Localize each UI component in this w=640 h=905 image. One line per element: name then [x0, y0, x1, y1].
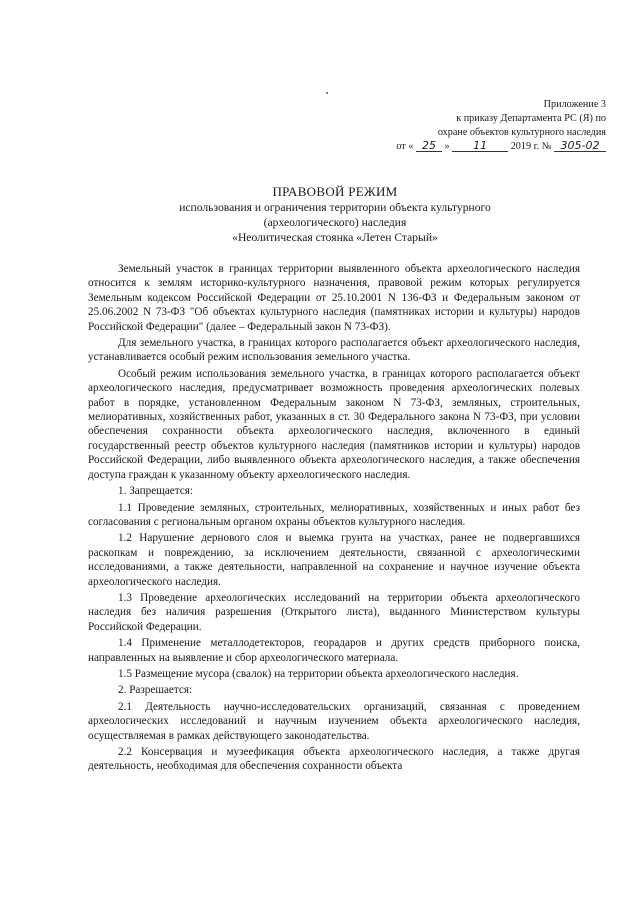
paragraph: Для земельного участка, в границах которого располагается объект археологического наследия, устанавливается особый режим использования земельного участка.	[88, 337, 580, 364]
date-prefix: от «	[396, 141, 414, 152]
department-name: охране объектов культурного наследия	[437, 127, 606, 138]
title-line-3: (археологического) наследия	[263, 216, 407, 229]
scan-speck	[326, 92, 328, 94]
list-item: 1.2 Нарушение дернового слоя и выемка грунта на участках, ранее не подвергавшихся раскопкам и повреждению, за исключением деятельности, связанной с археологическими исследованиями, а также деятельности, направленной на сохранение и научное изучение объекта археологического наследия.	[88, 532, 580, 588]
list-item: 2.1 Деятельность научно-исследовательских организаций, связанная с проведением археологических исследований и научным изучением объекта археологического наследия, осуществляемая в рамках действующего законодательства.	[88, 700, 580, 742]
date-year: 2019 г. №	[510, 141, 552, 152]
title-line-2: использования и ограничения территории объекта культурного	[179, 201, 491, 214]
handwritten-month: 11	[452, 140, 508, 152]
handwritten-day: 25	[416, 140, 442, 152]
document-title	[150, 184, 520, 245]
section-heading: 2. Разрешается:	[118, 684, 193, 697]
document-body	[88, 262, 580, 776]
list-item: 1.1 Проведение земляных, строительных, мелиоративных, хозяйственных и иных работ без согласования с региональным органом охраны объектов культурного наследия.	[88, 501, 580, 528]
appendix-header	[346, 98, 606, 154]
list-item: 2.2 Консервация и музеефикация объекта археологического наследия, а также другая деятельность, необходимая для обеспечения сохранности объекта	[88, 746, 580, 773]
list-item: 1.5 Размещение мусора (свалок) на территории объекта археологического наследия.	[118, 667, 519, 680]
paragraph: Особый режим использования земельного участка, в границах которого располагается объект археологического наследия, предусматривает возможность проведения археологических полевых работ в порядке, установленном Федеральным законом N 73-ФЗ, земляных, строительных, мелиоративных, хозяйственных работ, указанных в ст. 30 Федерального закона N 73-ФЗ, при условии обеспечения сохранности объекта археологического наследия, включенного в единый государственный реестр объектов культурного наследия (памятников истории и культуры) народов Российской Федерации, либо выявленного объекта археологического наследия, а также обеспечения доступа граждан к указанному объекту археологического наследия.	[88, 367, 580, 481]
paragraph: Земельный участок в границах территории выявленного объекта археологического наследия относится к землям историко-культурного назначения, правовой режим которых регулируется Земельным кодексом Российской Федерации от 25.10.2001 N 136-ФЗ и Федеральным законом от 25.06.2002 N 73-ФЗ "Об объектах культурного наследия (памятниках истории и культуры) народов Российской Федерации" (далее – Федеральный закон N 73-ФЗ).	[88, 263, 580, 333]
handwritten-order-number: 305-02	[554, 140, 606, 152]
section-heading: 1. Запрещается:	[118, 485, 193, 498]
list-item: 1.3 Проведение археологических исследований на территории объекта археологического наследия без наличия разрешения (Открытого листа), выданного Министерством культуры Российской Федерации.	[88, 591, 580, 633]
date-mid: »	[444, 141, 450, 152]
title-main: ПРАВОВОЙ РЕЖИМ	[272, 184, 398, 199]
list-item: 1.4 Применение металлодетекторов, георадаров и других средств приборного поиска, направленных на выявление и сбор археологического материала.	[88, 637, 580, 664]
order-date-line	[346, 140, 606, 154]
appendix-number: Приложение 3	[543, 99, 606, 110]
order-reference: к приказу Департамента РС (Я) по	[456, 113, 606, 124]
title-line-4: «Неолитическая стоянка «Летен Старый»	[232, 231, 438, 244]
